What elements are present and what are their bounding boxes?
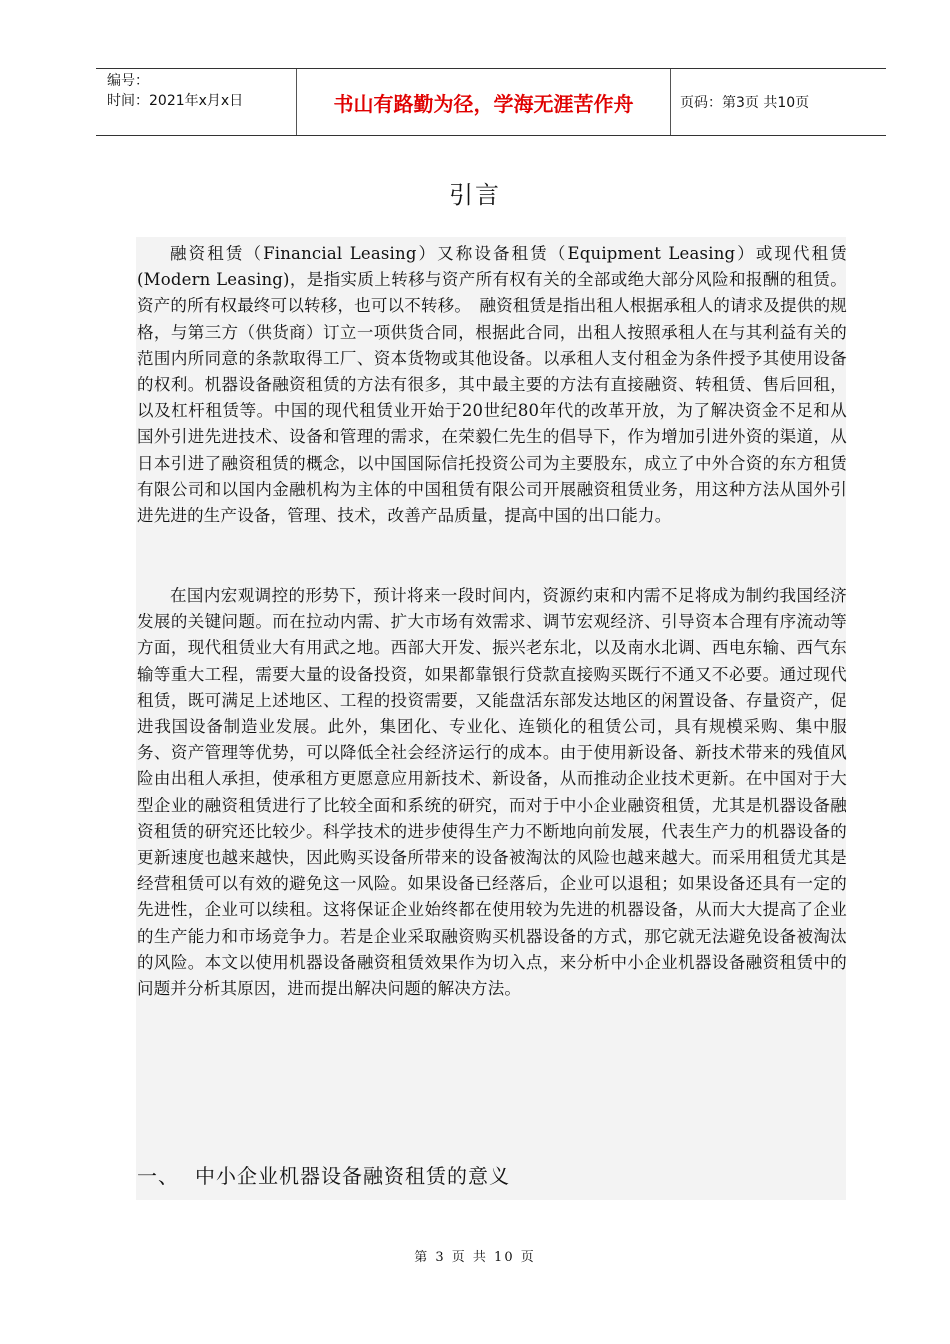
number-label: 编号： bbox=[107, 73, 149, 89]
page-header bbox=[96, 68, 886, 136]
page-footer: 第 3 页 共 10 页 bbox=[414, 1250, 536, 1265]
header-meta bbox=[96, 69, 297, 135]
document-title: 引言 bbox=[449, 181, 501, 209]
header-page-info: 页码：第3页 共10页 bbox=[680, 95, 810, 111]
paragraph-1: 融资租赁（Financial Leasing）又称设备租赁（Equipment Leasing）或现代租赁(Modern Leasing)，是指实质上转移与资产所有权有关的全部或绝大部分风险和报酬的租赁。资产的所有权最终可以转移，也可以不转移。 融资租赁是指出租人根据承租人的请求及提供的规格，与第三方（供货商）订立一项供货合同，根据此合同，出租人按照承租人在与其利益有关的范围内所同意的条款取得工厂、资本货物或其他设备。以承租人支付租金为条件授予其使用设备的权利。机器设备融资租赁的方法有很多，其中最主要的方法有直接融资、转租赁、售后回租，以及杠杆租赁等。中国的现代租赁业开始于20世纪80年代的改革开放，为了解决资金不足和从国外引进先进技术、设备和管理的需求，在荣毅仁先生的倡导下，作为增加引进外资的渠道，从日本引进了融资租赁的概念，以中国国际信托投资公司为主要股东，成立了中外合资的东方租赁有限公司和以国内金融机构为主体的中国租赁有限公司开展融资租赁业务，用这种方法从国外引进先进的生产设备，管理、技术，改善产品质量，提高中国的出口能力。 bbox=[137, 244, 847, 526]
date-label: 时间：2021年x月x日 bbox=[107, 93, 244, 109]
header-motto: 书山有路勤为径，学海无涯苦作舟 bbox=[297, 69, 671, 135]
section-title: 中小企业机器设备融资租赁的意义 bbox=[195, 1164, 510, 1188]
section-number: 一、 bbox=[137, 1164, 179, 1188]
section-heading bbox=[137, 1160, 510, 1189]
paragraph-2: 在国内宏观调控的形势下，预计将来一段时间内，资源约束和内需不足将成为制约我国经济发展的关键问题。而在拉动内需、扩大市场有效需求、调节宏观经济、引导资本合理有序流动等方面，现代租赁业大有用武之地。西部大开发、振兴老东北，以及南水北调、西电东输、西气东输等重大工程，需要大量的设备投资，如果都靠银行贷款直接购买既行不通又不必要。通过现代租赁，既可满足上述地区、工程的投资需要，又能盘活东部发达地区的闲置设备、存量资产，促进我国设备制造业发展。此外，集团化、专业化、连锁化的租赁公司，具有规模采购、集中服务、资产管理等优势，可以降低全社会经济运行的成本。由于使用新设备、新技术带来的残值风险由出租人承担，使承租方更愿意应用新技术、新设备，从而推动企业技术更新。在中国对于大型企业的融资租赁进行了比较全面和系统的研究，而对于中小企业融资租赁，尤其是机器设备融资租赁的研究还比较少。科学技术的进步使得生产力不断地向前发展，代表生产力的机器设备的更新速度也越来越快，因此购买设备所带来的设备被淘汰的风险也越来越大。而采用租赁尤其是经营租赁可以有效的避免这一风险。如果设备已经落后，企业可以退租；如果设备还具有一定的先进性，企业可以续租。这将保证企业始终都在使用较为先进的机器设备，从而大大提高了企业的生产能力和市场竞争力。若是企业采取融资购买机器设备的方式，那它就无法避免设备被淘汰的风险。本文以使用机器设备融资租赁效果作为切入点，来分析中小企业机器设备融资租赁中的问题并分析其原因，进而提出解决问题的解决方法。 bbox=[137, 586, 847, 999]
